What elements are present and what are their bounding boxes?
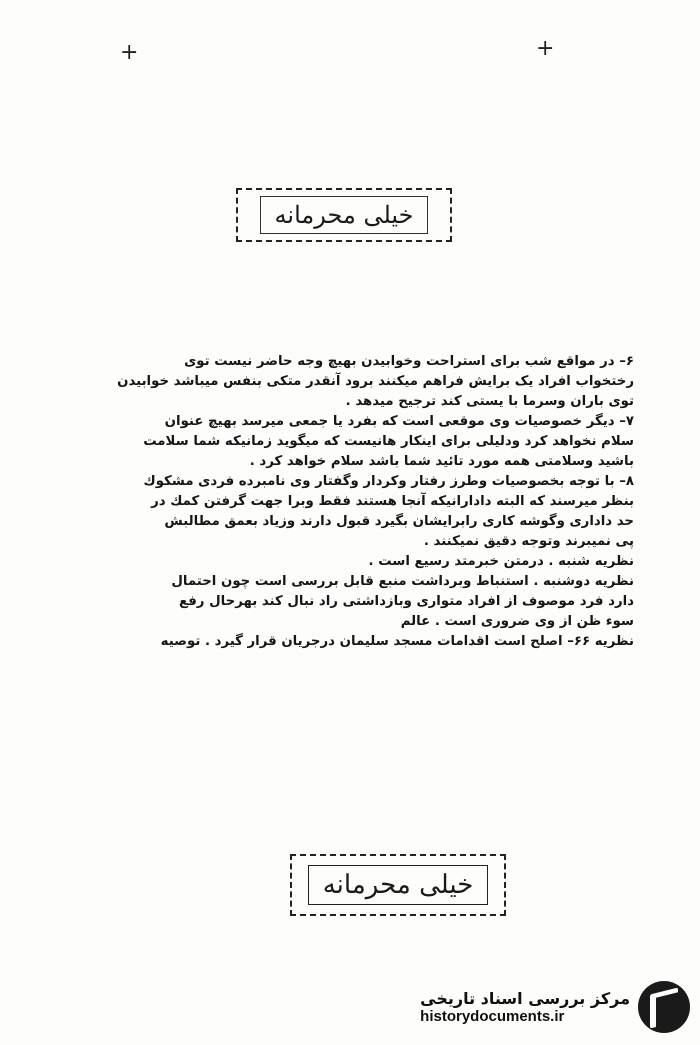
text-line: سوء ظن از وی ضروری است . عالم — [400, 614, 634, 629]
text-line: ۷– دیگر خصوصیات وی موقعی است که بفرد یا جمعی میرسد بهیچ عنوان — [164, 414, 634, 429]
text-line: باشید وسلامتی همه مورد تائید شما باشد سلام خواهد کرد . — [249, 454, 634, 469]
paragraph — [68, 472, 634, 552]
text-line: بنظر میرسند که البته دادارانیکه آنجا هستند فقط وبرا جهت گرفتن کمك در — [151, 494, 634, 509]
text-line: نظریه شنبه . درمتن خبرمتد رسیع است . — [368, 554, 634, 569]
text-line: رختخواب افراد یک برایش فراهم میکنند برود آنقدر متکی بنفس میباشد خوابیدن — [117, 374, 634, 389]
classification-stamp-top — [236, 188, 452, 242]
book-icon — [638, 981, 690, 1033]
text-line: نظریه ۶۶– اصلح است اقدامات مسجد سلیمان درجریان قرار گیرد . توصیه — [160, 634, 634, 649]
logo-text — [420, 989, 630, 1025]
text-line: دارد فرد موصوف از افراد متواری وبازداشتی راد نبال کند بهرحال رفع — [179, 594, 634, 609]
paragraph — [68, 572, 634, 632]
text-line: نظریه دوشنبه . استنباط وبرداشت منبع قابل بررسی است چون احتمال — [171, 574, 634, 589]
text-line: ۸– با توجه بخصوصیات وطرز رفتار وکردار وگفتار وی نامبرده فردی مشکوك — [143, 474, 634, 489]
archive-name: مرکز بررسی اسناد تاریخی — [420, 989, 630, 1008]
paragraph — [68, 552, 634, 572]
text-line: سلام نخواهد کرد ودلیلی برای اینکار هانیست که میگوید زمانیکه شما سلامت — [143, 434, 634, 449]
scan-mark: + — [536, 36, 555, 61]
report-body — [68, 352, 634, 652]
text-line: حد داداری وگوشه کاری رابرایشان بگیرد قبول دارند وزیاد بعمق مطالبش — [164, 514, 634, 529]
text-line: پی نمیبرند وتوجه دقیق نمیکنند . — [423, 534, 634, 549]
text-line: ۶– در مواقع شب برای استراحت وخوابیدن بهیچ وجه حاضر نیست توی — [184, 354, 634, 369]
stamp-text: خیلی محرمانه — [308, 865, 489, 905]
text-line: توی باران وسرما با یستی کند ترجیح میدهد . — [345, 394, 634, 409]
scan-mark: + — [120, 40, 139, 65]
paragraph — [68, 632, 634, 652]
classification-stamp-bottom — [290, 854, 506, 916]
paragraph — [68, 412, 634, 472]
archive-logo — [420, 981, 690, 1033]
archive-url: historydocuments.ir — [420, 1008, 565, 1025]
paragraph — [68, 352, 634, 412]
stamp-text: خیلی محرمانه — [260, 196, 429, 234]
